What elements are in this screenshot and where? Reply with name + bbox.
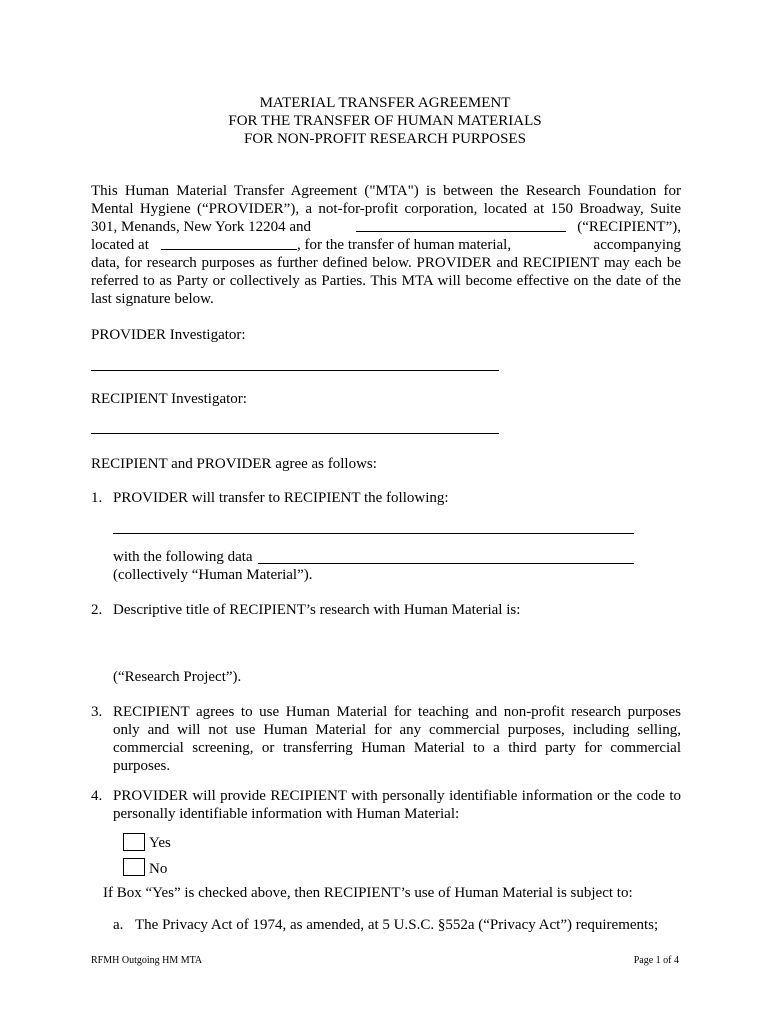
intro-line-1: This Human Material Transfer Agreement ("MTA") is between the Research Foundation for [91,183,681,199]
intro-line-4-mid: , for the transfer of human material, [297,237,512,253]
document-title [0,94,770,148]
intro-line-6: referred to as Party or collectively as Parties. This MTA will become effective on the date of the [91,273,681,289]
collective-text: (collectively “Human Material”). [113,567,313,583]
material-description-line[interactable] [113,533,634,534]
recipient-investigator-line[interactable] [91,433,499,434]
no-label: No [149,861,168,877]
item-2-number: 2. [91,602,103,618]
intro-line-3-end: (“RECIPIENT”), [577,219,681,235]
title-line-1: MATERIAL TRANSFER AGREEMENT [259,95,511,111]
title-line-2: FOR THE TRANSFER OF HUMAN MATERIALS [228,113,542,129]
item-4 [91,787,681,823]
intro-line-2: Mental Hygiene (“PROVIDER”), a not-for-profit corporation, located at 150 Broadway, Suite [91,201,681,217]
yes-checkbox[interactable] [123,833,145,851]
title-line-3: FOR NON-PROFIT RESEARCH PURPOSES [244,131,526,147]
intro-line-4 [91,236,681,254]
footer-page-number: Page 1 of 4 [633,955,679,966]
item-4-line-2: personally identifiable information with Human Material: [113,806,460,822]
provider-investigator-label: PROVIDER Investigator: [91,327,246,343]
item-3-line-2: only and will not use Human Material for any commercial purposes, including selling, [113,722,681,738]
item-3-number: 3. [91,704,103,720]
intro-line-4-end: accompanying [593,237,681,253]
sub-item-a-text: The Privacy Act of 1974, as amended, at 5 U.S.C. §552a (“Privacy Act”) requirements; [135,917,659,933]
data-description-line[interactable] [258,563,634,564]
recipient-investigator-label: RECIPIENT Investigator: [91,391,247,407]
no-checkbox[interactable] [123,858,145,876]
intro-paragraph [91,182,681,308]
intro-line-5: data, for research purposes as further defined below. PROVIDER and RECIPIENT may each be [91,255,681,271]
item-2-text: Descriptive title of RECIPIENT’s research with Human Material is: [113,602,521,618]
recipient-address-blank[interactable] [161,236,297,250]
item-3-line-3: commercial screening, or transferring Human Material to a third party for commercial [113,740,681,756]
item-3 [91,703,681,775]
intro-line-3-start: 301, Menands, New York 12204 and [91,219,311,235]
research-project-text: (“Research Project”). [113,669,242,685]
data-label: with the following data [113,549,253,565]
item-4-text [113,787,681,823]
item-4-line-1: PROVIDER will provide RECIPIENT with personally identifiable information or the code to [113,788,681,804]
item-2 [91,601,681,621]
sub-item-a-label: a. [113,917,124,933]
condition-text: If Box “Yes” is checked above, then RECIPIENT’s use of Human Material is subject to: [103,885,633,901]
item-1-number: 1. [91,490,103,506]
item-4-number: 4. [91,788,103,804]
intro-line-4-start: located at [91,237,149,253]
provider-investigator-line[interactable] [91,370,499,371]
item-3-text [113,703,681,775]
footer-left: RFMH Outgoing HM MTA [91,955,203,966]
agree-text: RECIPIENT and PROVIDER agree as follows: [91,456,377,472]
item-3-line-4: purposes. [113,758,171,774]
recipient-name-blank[interactable] [356,218,566,232]
intro-line-3 [91,218,681,236]
intro-line-7: last signature below. [91,291,214,307]
item-3-line-1: RECIPIENT agrees to use Human Material for teaching and non-profit research purposes [113,704,681,720]
item-1-text: PROVIDER will transfer to RECIPIENT the following: [113,490,449,506]
yes-label: Yes [149,835,171,851]
